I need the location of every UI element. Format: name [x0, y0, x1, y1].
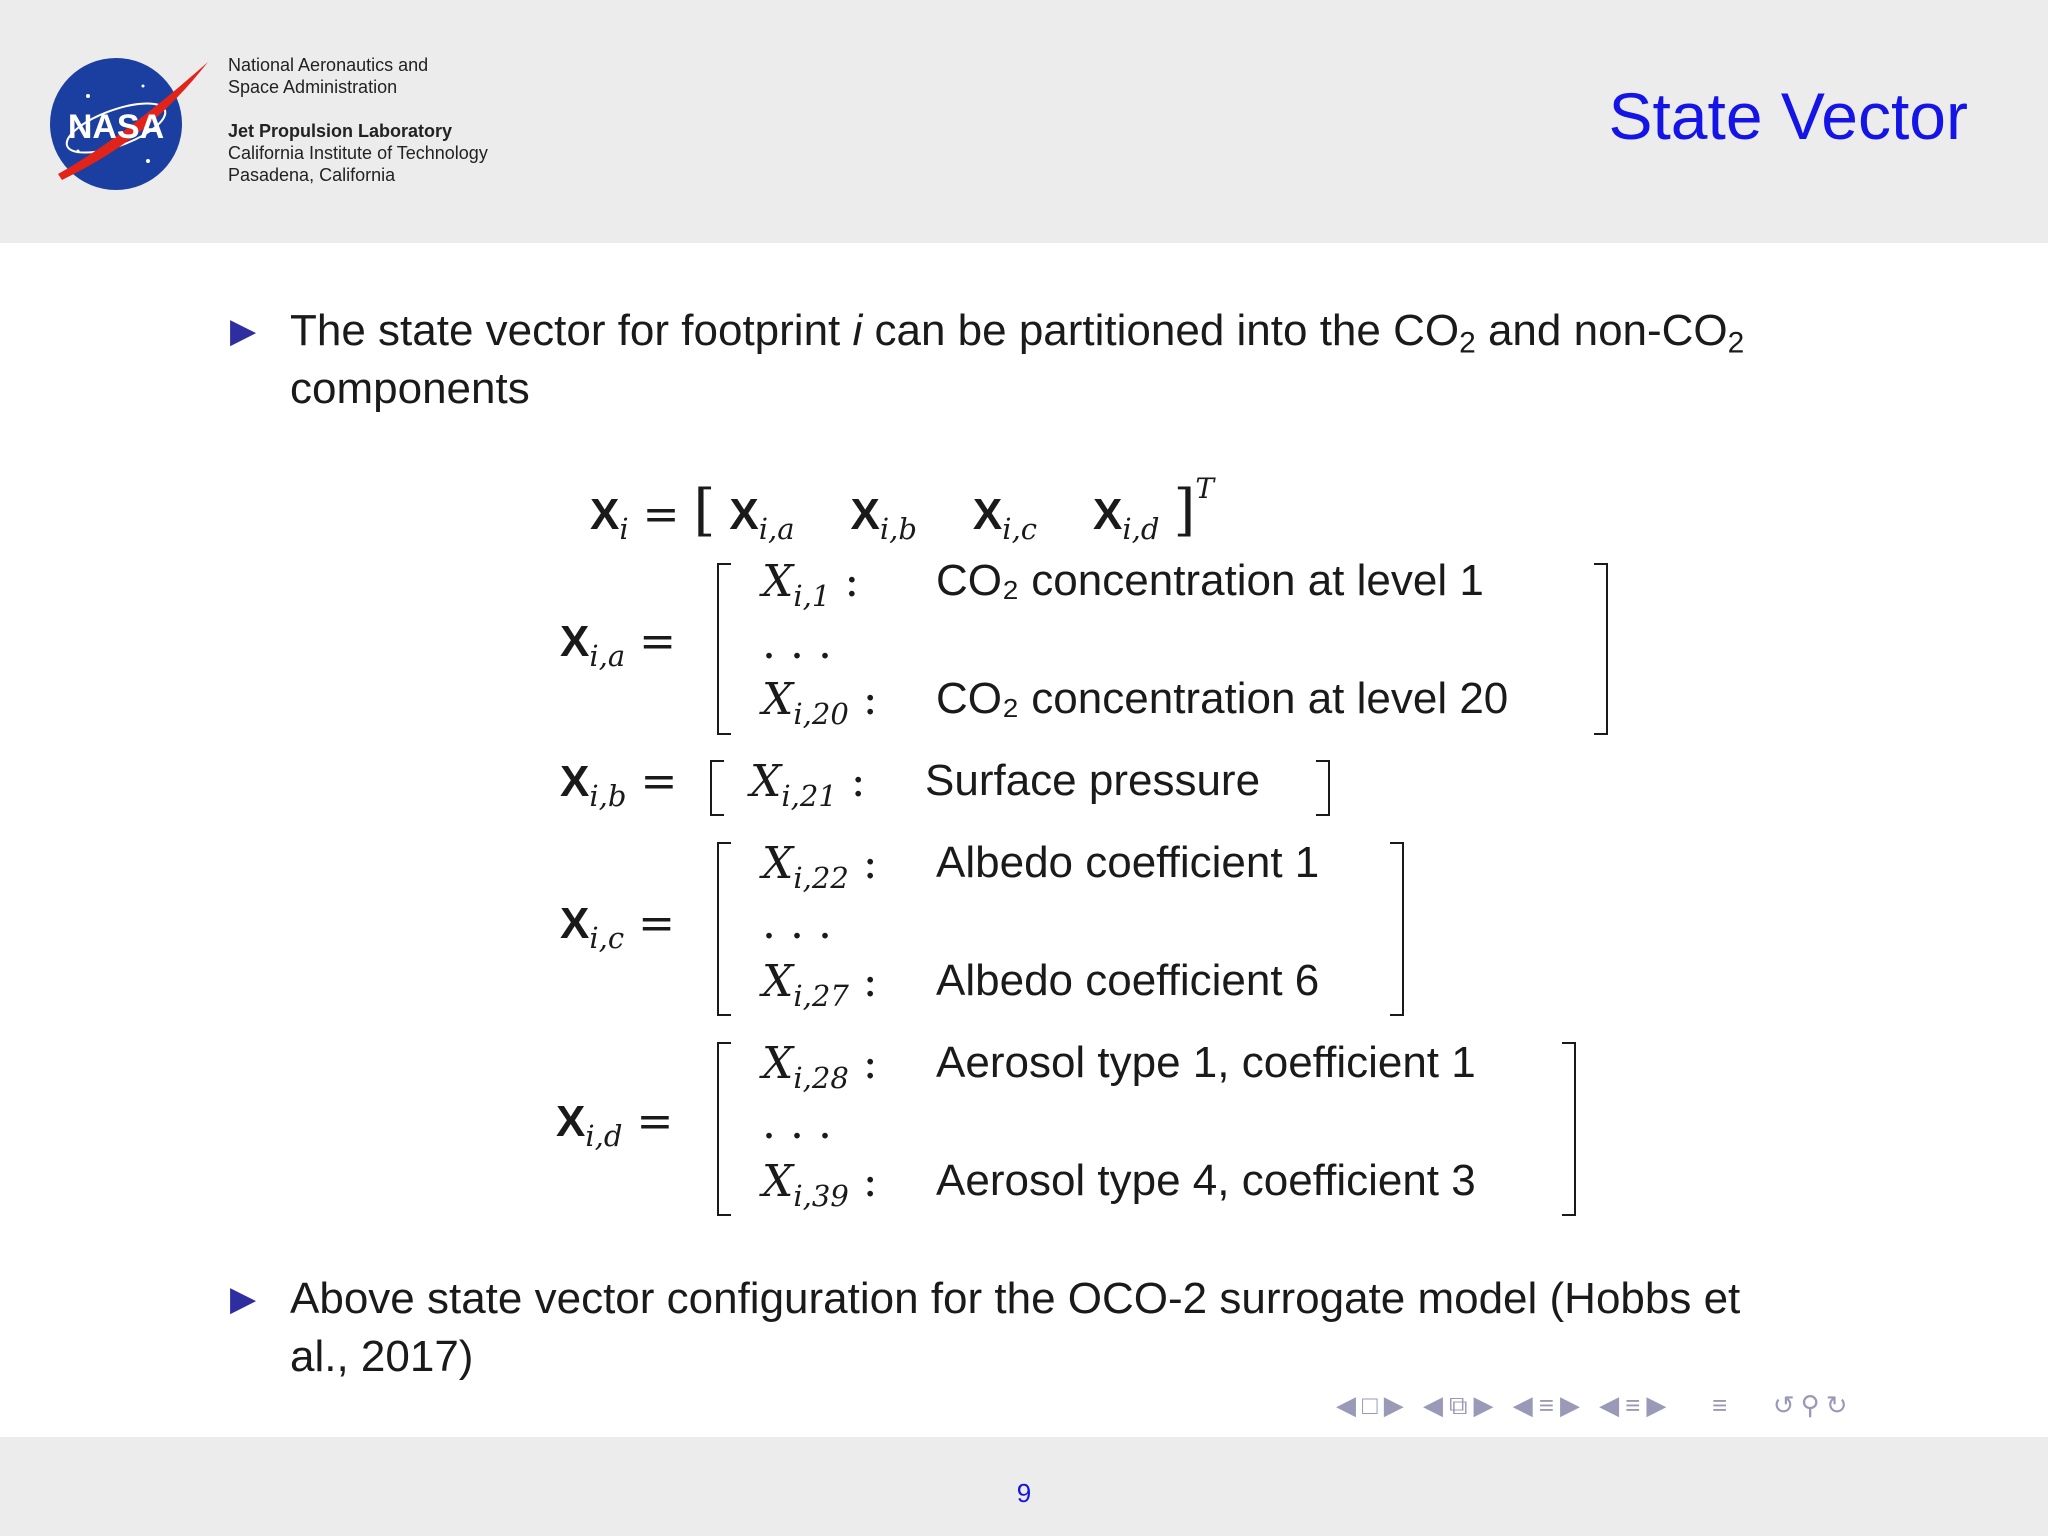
- nav-next-icon[interactable]: ▶: [1559, 1390, 1586, 1420]
- nav-prev-icon[interactable]: ◀: [1599, 1390, 1626, 1420]
- svg-text:NASA: NASA: [67, 108, 165, 146]
- organization-block: [228, 54, 488, 186]
- xd-row-1: Aerosol type 1, coefficient 1: [936, 1038, 1476, 1087]
- nav-next-icon[interactable]: ▶: [1383, 1390, 1410, 1420]
- bullet-triangle-icon: ▶: [230, 1280, 257, 1318]
- outline-icon[interactable]: ≡: [1712, 1390, 1734, 1420]
- nav-next-icon[interactable]: ▶: [1473, 1390, 1500, 1420]
- bracket-right: [1594, 563, 1608, 735]
- frame-icon[interactable]: □: [1362, 1390, 1384, 1420]
- redo-icon[interactable]: ↻: [1825, 1390, 1854, 1420]
- slide-title: State Vector: [1608, 79, 1968, 153]
- xc-row-1: Albedo coefficient 1: [936, 838, 1320, 887]
- nav-prev-icon[interactable]: ◀: [1336, 1390, 1362, 1420]
- section-icon[interactable]: ≡: [1538, 1390, 1560, 1420]
- equation-xa-lhs: $X_{i,a}$ =: [560, 616, 677, 674]
- org-line-2: Space Administration: [228, 77, 398, 97]
- document-icon[interactable]: ≡: [1625, 1390, 1647, 1420]
- subsection-icon[interactable]: ⧉: [1448, 1390, 1474, 1420]
- nav-prev-icon[interactable]: ◀: [1422, 1390, 1449, 1420]
- xc-row-2: Albedo coefficient 6: [936, 956, 1320, 1005]
- xa-row-1: CO₂ concentration at level 1: [936, 556, 1484, 605]
- bullet-triangle-icon: ▶: [230, 312, 257, 350]
- org-line-1: National Aeronautics and: [228, 55, 429, 75]
- lab-name: Jet Propulsion Laboratory: [228, 121, 453, 141]
- nav-prev-icon[interactable]: ◀: [1512, 1390, 1539, 1420]
- xb-row: Surface pressure: [925, 756, 1261, 805]
- xd-row-2: Aerosol type 4, coefficient 3: [936, 1156, 1476, 1205]
- equation-xd-lhs: $X_{i,d}$ =: [556, 1096, 674, 1154]
- search-icon[interactable]: ⚲: [1800, 1390, 1826, 1420]
- inst-line-1: California Institute of Technology: [228, 143, 488, 163]
- slide-header: [0, 0, 2048, 243]
- nav-next-icon[interactable]: ▶: [1646, 1390, 1673, 1420]
- undo-icon[interactable]: ↺: [1772, 1390, 1801, 1420]
- bracket-left: [717, 563, 731, 735]
- equation-xc-lhs: $X_{i,c}$ =: [560, 898, 675, 956]
- equation-state-vector: $X_i$ = [ $X_{i,a}$ $X_{i,b}$ $X_{i,c}$ $X_{i,d}$ ]$^T$: [590, 472, 1215, 546]
- xa-row-2: CO₂ concentration at level 20: [936, 674, 1509, 723]
- equation-xb-lhs: $X_{i,b}$ =: [560, 756, 678, 814]
- beamer-navigation[interactable]: [1336, 1390, 1854, 1422]
- page-number: 9: [1016, 1478, 1032, 1508]
- inst-line-2: Pasadena, California: [228, 165, 396, 185]
- nasa-logo: [48, 56, 210, 192]
